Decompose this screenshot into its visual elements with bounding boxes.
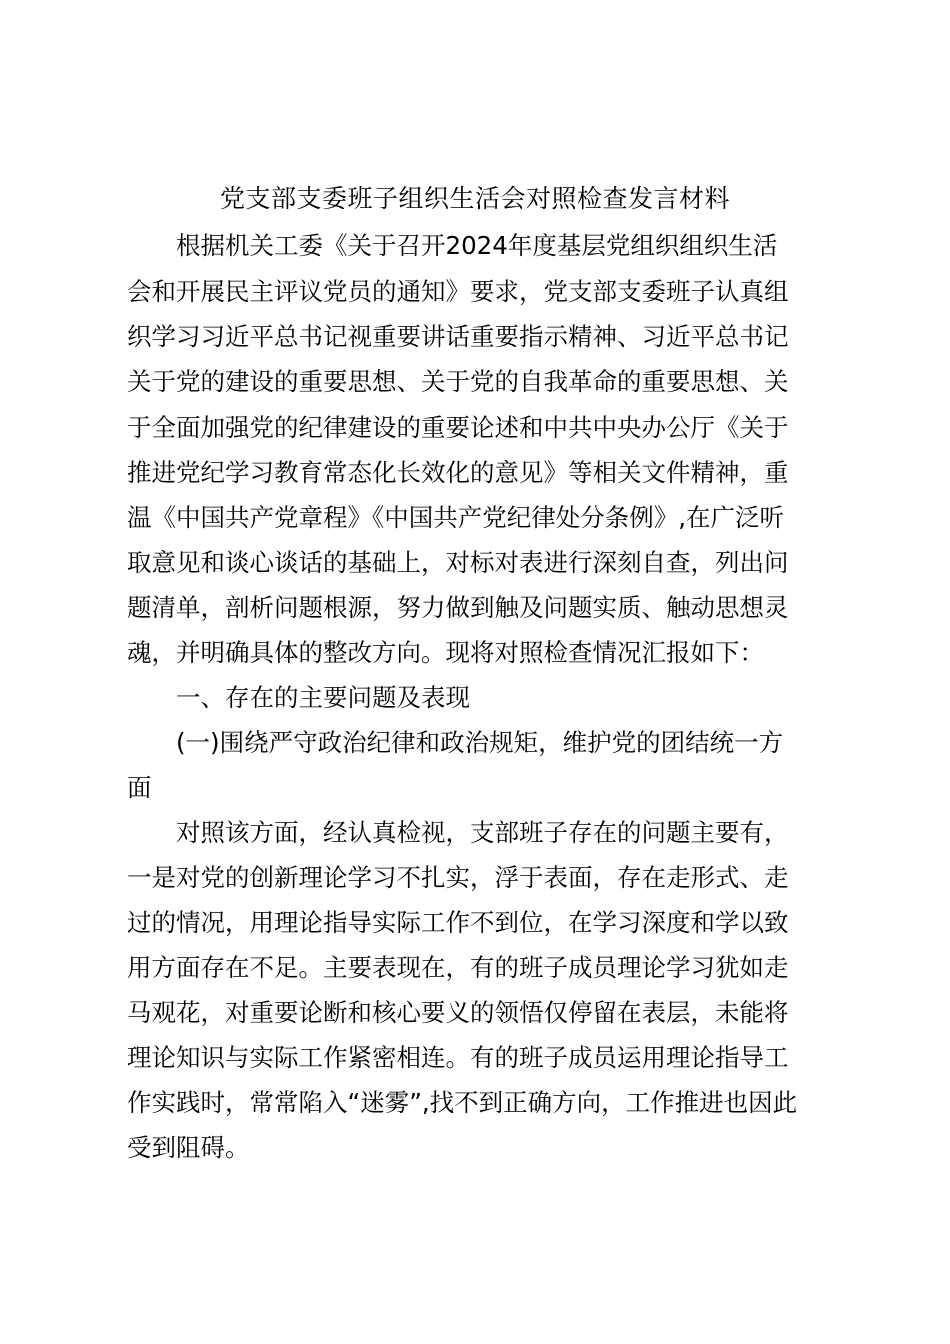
paragraph-1-line: 织学习习近平总书记视重要讲话重要指示精神、习近平总书记 [127,322,789,351]
subsection-heading-line: (一)围绕严守政治纪律和政治规矩，维护党的团结统一方 [176,728,784,757]
document-title: 党支部支委班子组织生活会对照检查发言材料 [219,184,730,213]
subsection-heading-line: 面 [127,773,152,802]
paragraph-2-line: 作实践时，常常陷入“迷雾”,找不到正确方向，工作推进也因此 [127,1088,798,1117]
paragraph-2-line: 对照该方面，经认真检视，支部班子存在的问题主要有， [176,818,789,847]
paragraph-1-line: 魂，并明确具体的整改方向。现将对照检查情况汇报如下： [127,638,764,667]
paragraph-2-line: 理论知识与实际工作紧密相连。有的班子成员运用理论指导工 [127,1043,789,1072]
paragraph-2-line: 马观花，对重要论断和核心要义的领悟仅停留在表层，未能将 [127,998,789,1027]
paragraph-2-line: 一是对党的创新理论学习不扎实，浮于表面，存在走形式、走 [127,863,789,892]
paragraph-1-line: 推进党纪学习教育常态化长效化的意见》等相关文件精神，重 [127,458,789,487]
paragraph-1-line: 于全面加强党的纪律建设的重要论述和中共中央办公厅《关于 [127,413,789,442]
paragraph-2-line: 受到阻碍。 [127,1133,250,1162]
paragraph-1-line: 会和开展民主评议党员的通知》要求，党支部支委班子认真组 [127,277,789,306]
paragraph-2-line: 过的情况，用理论指导实际工作不到位，在学习深度和学以致 [127,908,789,937]
paragraph-1-line: 关于党的建设的重要思想、关于党的自我革命的重要思想、关 [127,367,789,396]
section-heading: 一、存在的主要问题及表现 [176,683,470,712]
paragraph-1-line: 题清单，剖析问题根源，努力做到触及问题实质、触动思想灵 [127,593,789,622]
paragraph-2-line: 用方面存在不足。主要表现在，有的班子成员理论学习犹如走 [127,953,789,982]
paragraph-1-line: 温《中国共产党章程》《中国共产党纪律处分条例》,在广泛听 [127,503,785,532]
paragraph-1-line: 根据机关工委《关于召开2024年度基层党组织组织生活 [176,231,778,260]
paragraph-1-line: 取意见和谈心谈话的基础上，对标对表进行深刻自查，列出问 [127,548,789,577]
